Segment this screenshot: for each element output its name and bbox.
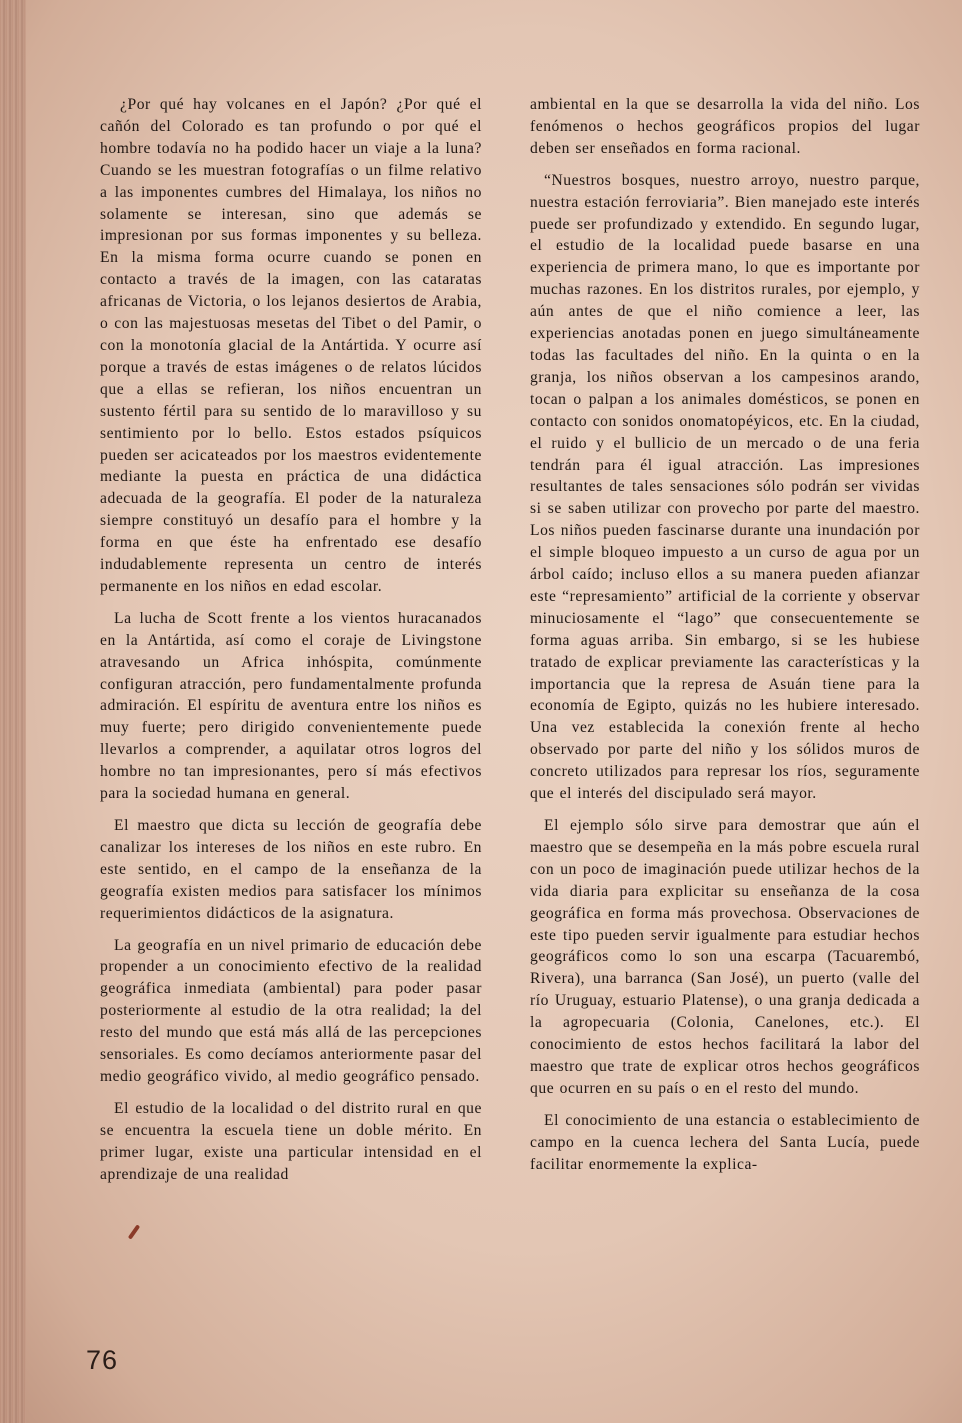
right-column <box>530 94 920 1186</box>
paragraph: ambiental en la que se desarrolla la vida del niño. Los fenómenos o hechos geográficos propios del lugar deben ser enseñados en forma racional. <box>530 96 920 157</box>
paragraph: El estudio de la localidad o del distrito rural en que se encuentra la escuela tiene un doble mérito. En primer lugar, existe una particular intensidad en el aprendizaje de una realidad <box>100 1099 482 1183</box>
paragraph: La geografía en un nivel primario de educación debe propender a un conocimiento efectivo de la realidad geográfica inmediata (ambiental) para poder pasar posteriormente al estudio de la otra realidad; la del resto del mundo que está más allá de las percepciones sensoriales. Es como decíamos anteriormente pasar del medio geográfico vivido, al medio geográfico pensado. <box>100 936 482 1085</box>
paragraph: La lucha de Scott frente a los vientos huracanados en la Antártida, así como el coraje de Livingstone atravesando un Africa inhóspita, comúnmente configuran atracción, pero fundamentalmente profunda admiración. El espíritu de aventura entre los niños es muy fuerte; pero dirigido convenientemente puede llevarlos a comprender, a aquilatar otros logros del hombre no tan impresionantes, pero sí más efectivos para la sociedad humana en general. <box>100 609 482 803</box>
paragraph: ¿Por qué hay volcanes en el Japón? ¿Por qué el cañón del Colorado es tan profundo o por qué el hombre todavía no ha podido hacer un viaje a la luna? Cuando se les muestran fotografías o un filme relativo a las imponentes cumbres del Himalaya, los niños no solamente se interesan, sino que además se impresionan por sus formas imponentes y su belleza. En la misma forma ocurre cuando se ponen en contacto a través de la imagen, con las cataratas africanas de Victoria, o los lejanos desiertos de Arabia, o con las majestuosas mesetas del Tibet o del Pamir, o con la monotonía glacial de la Antártida. Y ocurre así porque a través de estas imágenes o de relatos lúcidos que a ellas se refieran, los niños encuentran un sustento fértil para su sentido de lo maravilloso y su sentimiento por lo bello. Estos estados psíquicos pueden ser acicateados por los maestros evidentemente mediante la puesta en práctica de una didáctica adecuada de la geografía. El poder de la naturaleza siempre constituyó un desafío para el hombre y la forma en que éste ha enfrentado ese desafío indudablemente representa un centro de interés permanente en los niños en edad escolar. <box>100 96 482 595</box>
page-number: 76 <box>86 1345 119 1375</box>
left-column <box>100 94 482 1196</box>
paragraph: El ejemplo sólo sirve para demostrar que aún el maestro que se desempeña en la más pobre escuela rural con un poco de imaginación puede utilizar hechos de la vida diaria para explicitar su enseñanza de la cosa geográfica en forma más provechosa. Observaciones de este tipo pueden servir igualmente para estudiar hechos geográficos como lo son una escarpa (Tacuarembó, Rivera), una barranca (San José), un puerto (valle del río Uruguay, estuario Platense), o una granja dedicada a la agropecuaria (Colonia, Canelones, etc.). El conocimiento de estos hechos facilitará la labor del maestro que trate de explicar otros hechos geográficos que ocurren en su país o en el resto del mundo. <box>530 817 920 1097</box>
page-edge <box>0 0 26 1423</box>
paragraph: El maestro que dicta su lección de geografía debe canalizar los intereses de los niños en este rubro. En este sentido, en el campo de la enseñanza de la geografía existen medios para satisfacer los mínimos requerimientos didácticos de la asignatura. <box>100 817 482 922</box>
paragraph: El conocimiento de una estancia o establecimiento de campo en la cuenca lechera del Santa Lucía, puede facilitar enormemente la explica- <box>530 1111 920 1173</box>
paragraph: “Nuestros bosques, nuestro arroyo, nuestro parque, nuestra estación ferroviaria”. Bien manejado este interés puede ser profundizado y extendido. En segundo lugar, el estudio de la localidad puede basarse en una experiencia de primera mano, lo que es importante por muchas razones. En los distritos rurales, por ejemplo, y aún antes de que el niño comience a leer, las experiencias anotadas ponen en juego simultáneamente todas las facultades del niño. En la quinta o en la granja, los niños observan a los campesinos arando, tocan o palpan a los animales domésticos, se ponen en contacto con sonidos onomatopéyicos, etc. En la ciudad, el ruido y el bullicio de un mercado o de una feria tendrán para él igual atracción. Las impresiones resultantes de tales sensaciones sólo podrán ser vividas si se saben utilizar con provecho por parte del maestro. Los niños pueden fascinarse durante una inundación por el simple bloqueo impuesto a un curso de agua por un árbol caído; incluso ellos a su manera pueden afianzar este “represamiento” artificial de la corriente y observar minuciosamente el “lago” que consecuentemente se forma aguas arriba. Sin embargo, si se les hubiese tratado de explicar previamente las características y la importancia que la represa de Asuán tiene para la economía de Egipto, quizás no les hubiere interesado. Una vez establecida la conexión frente al hecho observado por parte del niño y los sólidos muros de concreto utilizados para represar los ríos, seguramente que el interés del discipulado será mayor. <box>530 171 920 803</box>
pen-mark <box>128 1224 140 1239</box>
